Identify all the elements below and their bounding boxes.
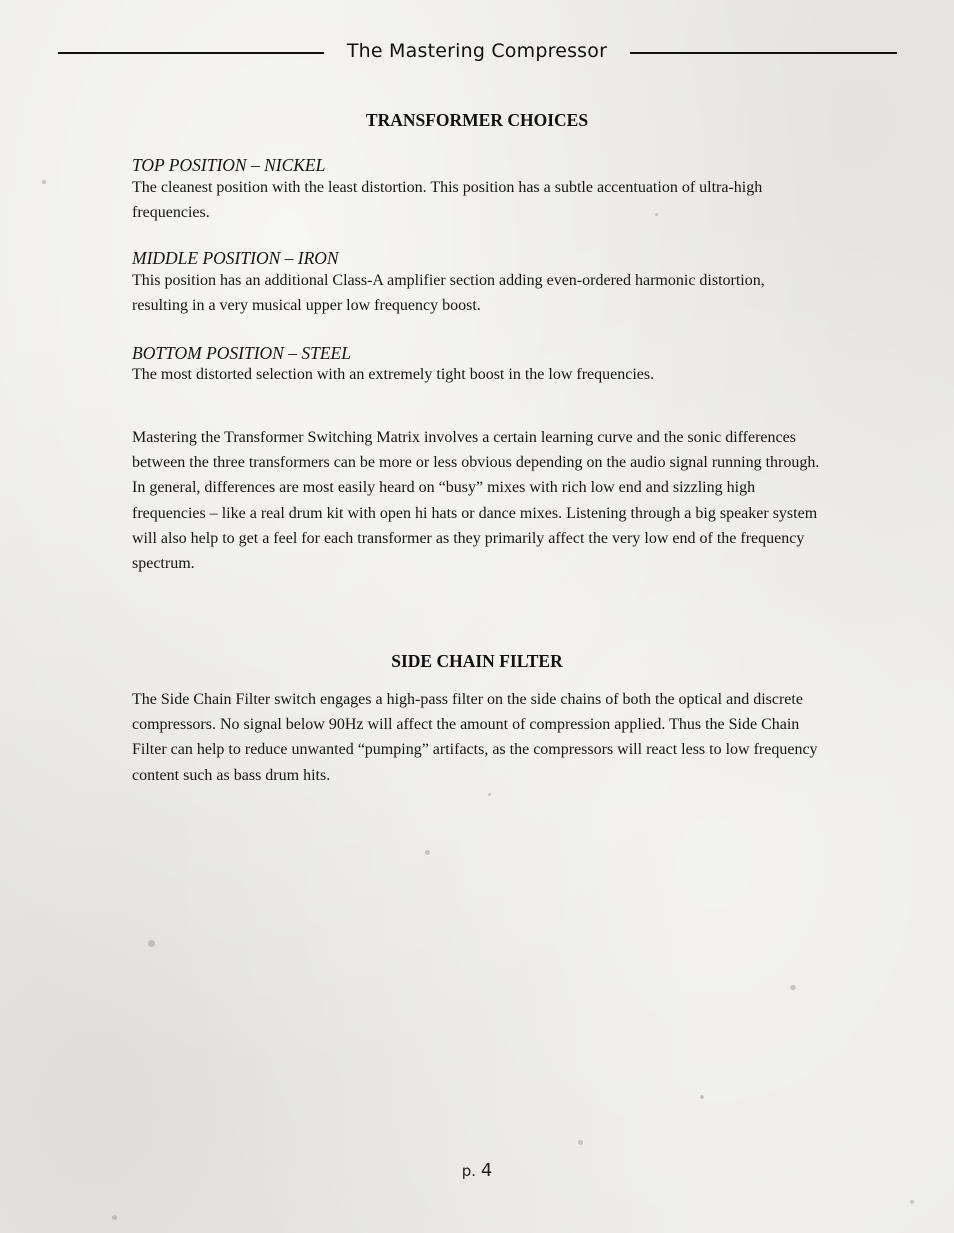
paragraph-side-chain-filter: The Side Chain Filter switch engages a high-pass filter on the side chains of both the optical and discrete compressors. No signal below 90Hz will affect the amount of compression applied. Thus the Side Chain Filter can help to reduce unwanted “pumping” artifacts, as the compressors will react less to low frequency content such as bass drum hits.	[132, 691, 818, 784]
header-rule-left	[58, 52, 324, 54]
paragraph-bottom-position: The most distorted selection with an extremely tight boost in the low frequencies.	[132, 366, 655, 383]
paper-speck	[700, 1095, 704, 1099]
subheading-middle-position: MIDDLE POSITION – IRON	[132, 248, 339, 268]
header-title: The Mastering Compressor	[346, 40, 608, 62]
paper-speck	[42, 180, 46, 184]
section-title-side-chain-filter: SIDE CHAIN FILTER	[391, 651, 563, 671]
paper-speck	[148, 940, 155, 947]
subheading-top-position: TOP POSITION – NICKEL	[132, 155, 326, 175]
paper-speck	[425, 850, 430, 855]
paper-speck	[790, 985, 796, 990]
header-rule-right	[630, 52, 897, 54]
paragraph-top-position: The cleanest position with the least distortion. This position has a subtle accentuation of ultra-high frequencies.	[132, 179, 763, 222]
page-number-prefix: p.	[461, 1162, 477, 1180]
paper-speck	[488, 793, 491, 796]
paper-speck	[578, 1140, 583, 1145]
section-title-transformer-choices: TRANSFORMER CHOICES	[365, 110, 589, 130]
page-header	[58, 38, 897, 70]
paragraph-middle-position: This position has an additional Class-A amplifier section adding even-ordered harmonic distortion, resulting in a very musical upper low frequency boost.	[132, 272, 765, 315]
paper-speck	[112, 1215, 117, 1220]
paragraph-transformer-summary: Mastering the Transformer Switching Matrix involves a certain learning curve and the sonic differences between the three transformers can be more or less obvious depending on the audio signal running through. In general, differences are most easily heard on “busy” mixes with rich low end and sizzling high frequencies – like a real drum kit with open hi hats or dance mixes. Listening through a big speaker system will also help to get a feel for each transformer as they primarily affect the very low end of the frequency spectrum.	[132, 429, 820, 573]
subheading-bottom-position: BOTTOM POSITION – STEEL	[132, 343, 351, 363]
page-number-value: 4	[480, 1160, 493, 1181]
paper-speck	[910, 1200, 914, 1204]
page-number	[0, 1160, 954, 1181]
